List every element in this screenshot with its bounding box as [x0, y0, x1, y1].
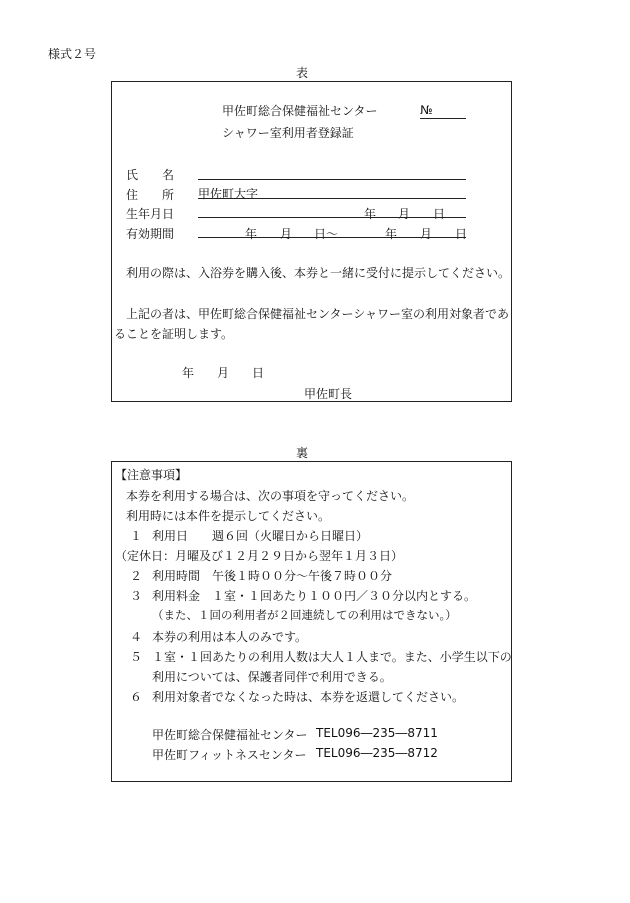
notes-heading: 【注意事項】: [115, 468, 188, 482]
address-label-2: 所: [162, 188, 175, 202]
item1-text: 利用日 週６回（火曜日から日曜日）: [152, 529, 369, 543]
valid-year-1: 年: [245, 227, 258, 241]
valid-label: 有効期間: [126, 227, 175, 241]
usage-notice: 利用の際は、入浴券を購入後、本券と一緒に受付に提示してください。: [126, 266, 511, 280]
birth-day: 日: [433, 207, 446, 221]
item1-note: （定休日：月曜及び１２月２９日から翌年１月３日）: [115, 549, 404, 563]
address-label-1: 住: [126, 188, 139, 202]
contact2-name: 甲佐町フィットネスセンター: [152, 748, 307, 762]
valid-day-1: 日～: [314, 227, 339, 241]
item5-number: ５: [130, 650, 143, 664]
address-line: [198, 198, 466, 199]
registration-no-line: [420, 118, 466, 119]
front-title-line1: 甲佐町総合保健福祉センター: [222, 104, 378, 118]
contact2-tel: TEL096―235―8712: [316, 746, 438, 760]
notes-intro-1: 本券を利用する場合は、次の事項を守ってください。: [126, 489, 415, 503]
notes-intro-2: 利用時には本件を提示してください。: [126, 509, 331, 523]
item6-number: ６: [130, 690, 143, 704]
valid-line: [198, 237, 466, 238]
item6-text: 利用対象者でなくなった時は、本券を返還してください。: [152, 690, 465, 704]
item5-text-1: １室・１回あたりの利用人数は大人１人まで。また、小学生以下の: [152, 650, 512, 664]
back-section-label: 裏: [296, 446, 309, 460]
item5-text-2: 利用については、保護者同伴で利用できる。: [152, 670, 392, 684]
birth-month: 月: [398, 207, 411, 221]
valid-month-2: 月: [420, 227, 433, 241]
birth-year: 年: [364, 207, 377, 221]
item2-text: 利用時間 午後１時００分～午後７時００分: [152, 569, 393, 583]
birth-line: [198, 217, 466, 218]
name-label-2: 名: [162, 168, 175, 182]
issue-year: 年: [182, 366, 195, 380]
issue-day: 日: [252, 366, 265, 380]
valid-month-1: 月: [280, 227, 293, 241]
birth-label: 生年月日: [126, 207, 175, 221]
form-number: 様式２号: [48, 47, 97, 61]
certify-line-1: 上記の者は、甲佐町総合保健福祉センターシャワー室の利用対象者であ: [126, 307, 510, 321]
valid-year-2: 年: [385, 227, 398, 241]
name-label-1: 氏: [126, 168, 139, 182]
certify-line-2: ることを証明します。: [114, 327, 234, 341]
name-line: [198, 179, 466, 180]
item3-number: ３: [130, 589, 143, 603]
item1-number: １: [130, 529, 143, 543]
contact1-name: 甲佐町総合保健福祉センター: [152, 728, 308, 742]
valid-day-2: 日: [455, 227, 468, 241]
contact1-tel: TEL096―235―8711: [316, 726, 438, 740]
issuer: 甲佐町長: [304, 387, 353, 401]
item3-note: （また、１回の利用者が２回連続しての利用はできない。）: [152, 608, 457, 622]
address-value: 甲佐町大字: [198, 187, 259, 201]
front-section-label: 表: [296, 66, 309, 80]
registration-no-label: №: [420, 103, 433, 117]
item3-text: 利用料金 １室・１回あたり１００円／３０分以内とする。: [152, 589, 477, 603]
item4-text: 本券の利用は本人のみです。: [152, 630, 308, 644]
front-title-line2: シャワー室利用者登録証: [222, 126, 354, 140]
issue-month: 月: [217, 366, 230, 380]
item2-number: ２: [130, 569, 143, 583]
item4-number: ４: [130, 630, 143, 644]
